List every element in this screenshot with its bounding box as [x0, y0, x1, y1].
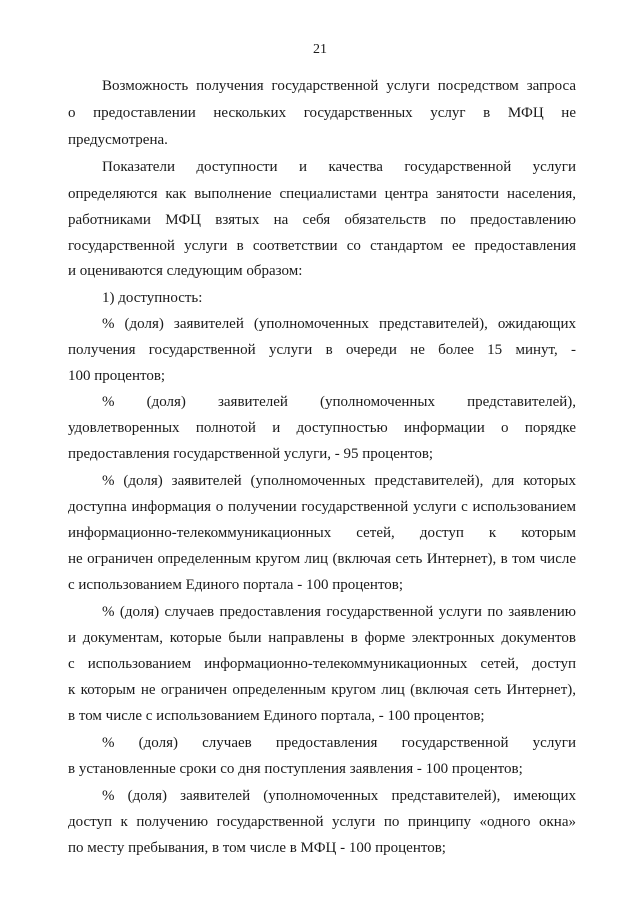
paragraph-line: % (доля) заявителей (уполномоченных представителей), имеющих: [102, 788, 576, 804]
paragraph-line: с использованием Единого портала - 100 процентов;: [68, 577, 404, 593]
paragraph-line: к которым не ограничен определенным кругом лиц (включая сеть Интернет),: [68, 682, 576, 698]
paragraph-line: % (доля) случаев предоставления государственной услуги по заявлению: [102, 604, 576, 620]
paragraph-line: 1) доступность:: [102, 290, 203, 306]
paragraph-line: Возможность получения государственной услуги посредством запроса: [102, 78, 576, 94]
paragraph-line: не ограничен определенным кругом лиц (включая сеть Интернет), в том числе: [68, 551, 576, 567]
paragraph-line: в установленные сроки со дня поступления заявления - 100 процентов;: [68, 761, 523, 777]
paragraph-line: и оцениваются следующим образом:: [68, 263, 303, 279]
paragraph-line: и документам, которые были направлены в форме электронных документов: [68, 630, 576, 646]
paragraph-line: в том числе с использованием Единого портала, - 100 процентов;: [68, 708, 485, 724]
page-number: 21: [313, 42, 327, 57]
paragraph-line: государственной услуги в соответствии со стандартом ее предоставления: [68, 238, 576, 254]
paragraph-line: получения государственной услуги в очереди не более 15 минут, -: [68, 342, 576, 358]
paragraph-line: предусмотрена.: [68, 132, 168, 148]
paragraph-line: предоставления государственной услуги, - 95 процентов;: [68, 446, 434, 462]
paragraph-line: определяются как выполнение специалистами центра занятости населения,: [68, 186, 576, 202]
paragraph-line: доступ к получению государственной услуги по принципу «одного окна»: [68, 814, 576, 830]
paragraph-line: доступна информация о получении государственной услуги с использованием: [68, 499, 576, 515]
paragraph-line: информационно-телекоммуникационных сетей, доступ к которым: [68, 525, 576, 541]
paragraph-line: о предоставлении нескольких государственных услуг в МФЦ не: [68, 105, 576, 121]
paragraph-line: работниками МФЦ взятых на себя обязательств по предоставлению: [68, 212, 576, 228]
paragraph-line: по месту пребывания, в том числе в МФЦ - 100 процентов;: [68, 840, 446, 856]
paragraph-line: % (доля) заявителей (уполномоченных представителей), для которых: [102, 473, 576, 489]
paragraph-line: % (доля) случаев предоставления государственной услуги: [102, 735, 576, 751]
paragraph-line: % (доля) заявителей (уполномоченных представителей), ожидающих: [102, 316, 576, 332]
paragraph-line: % (доля) заявителей (уполномоченных представителей),: [102, 394, 576, 410]
paragraph-line: 100 процентов;: [68, 368, 166, 384]
paragraph-line: Показатели доступности и качества государственной услуги: [102, 159, 576, 175]
paragraph-line: удовлетворенных полнотой и доступностью информации о порядке: [68, 420, 576, 436]
paragraph-line: с использованием информационно-телекоммуникационных сетей, доступ: [68, 656, 576, 672]
